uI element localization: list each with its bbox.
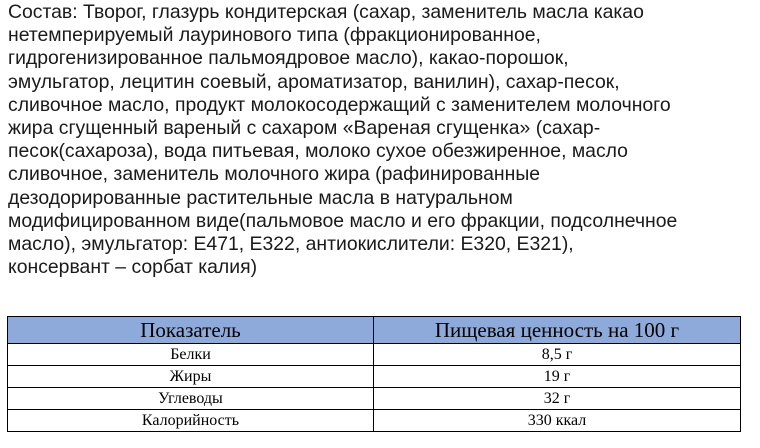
composition-line: Состав: Творог, глазурь кондитерская (сахар, заменитель масла какао	[8, 1, 644, 23]
composition-line: нетемперируемый лауринового типа (фракционированное,	[8, 24, 541, 47]
composition-text	[8, 1, 756, 279]
indicator-cell: Белки	[8, 344, 374, 366]
composition-line: модифицированном виде(пальмовое масло и его фракции, подсолнечное	[8, 209, 678, 232]
table-row	[8, 388, 741, 410]
table-row	[8, 344, 741, 366]
indicator-cell: Калорийность	[8, 410, 374, 432]
table-row	[8, 410, 741, 432]
column-header-indicator: Показатель	[8, 317, 374, 344]
composition-line: жира сгущенный вареный с сахаром «Вареная сгущенка» (сахар-	[8, 117, 601, 140]
composition-line: эмульгатор, лецитин соевый, ароматизатор, ванилин), сахар-песок,	[8, 70, 620, 93]
column-header-value: Пищевая ценность на 100 г	[374, 317, 741, 344]
indicator-cell: Углеводы	[8, 388, 374, 410]
indicator-cell: Жиры	[8, 366, 374, 388]
value-cell: 32 г	[374, 388, 741, 410]
value-cell: 330 ккал	[374, 410, 741, 432]
value-cell: 8,5 г	[374, 344, 741, 366]
composition-line: гидрогенизированное пальмоядровое масло), какао-порошок,	[8, 47, 569, 70]
value-cell: 19 г	[374, 366, 741, 388]
composition-line: песок(сахароза), вода питьевая, молоко сухое обезжиренное, масло	[8, 140, 628, 163]
composition-line: консервант – сорбат калия)	[8, 256, 258, 279]
table-row	[8, 366, 741, 388]
composition-line: сливочное, заменитель молочного жира (рафинированные	[8, 163, 541, 186]
composition-line: масло), эмульгатор: Е471, Е322, антиокислители: Е320, Е321),	[8, 233, 574, 256]
table-header-row	[8, 317, 741, 344]
composition-line: сливочное масло, продукт молокосодержащий с заменителем молочного	[8, 93, 671, 116]
nutrition-table	[7, 316, 741, 432]
composition-line: дезодорированные растительные масла в натуральном	[8, 186, 513, 209]
